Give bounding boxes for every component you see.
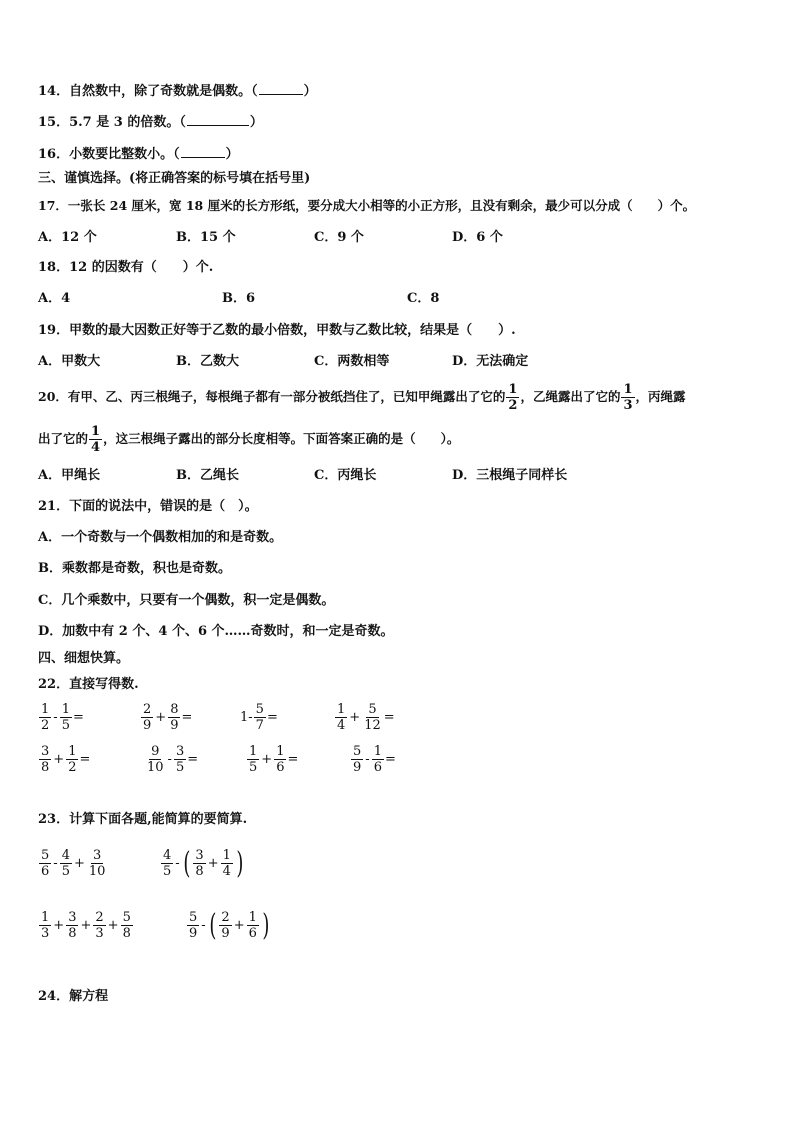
numerator: 1: [373, 744, 382, 759]
numerator: 1: [623, 381, 633, 397]
option-b[interactable]: B．乙绳长: [176, 468, 239, 483]
question-17: 17．一张长 24 厘米，宽 18 厘米的长方形纸，要分成大小相等的小正方形，且没有剩余，最少可以分成（ ）个。: [38, 198, 696, 213]
calc-item: $\frac{5}{9}$ - $\frac{1}{6}$ =: [353, 744, 396, 775]
numerator: 9: [151, 744, 160, 759]
operator: -: [365, 752, 370, 767]
numerator: 3: [41, 744, 50, 759]
operator: +: [207, 856, 219, 871]
denominator: 10: [88, 864, 106, 879]
option-a[interactable]: A．12 个: [38, 230, 97, 245]
calc-expression: [38, 848, 108, 879]
numerator: 1: [337, 702, 346, 717]
question-20-line1: [38, 380, 686, 414]
denominator: 3: [95, 926, 104, 941]
option-c[interactable]: C．两数相等: [314, 354, 390, 369]
operator: -: [175, 856, 180, 871]
denominator: 3: [623, 397, 633, 413]
denominator: 10: [147, 760, 164, 775]
calc-expression: [186, 907, 272, 943]
question-number: 14．: [38, 84, 70, 99]
section-heading-4: 四、细想快算。: [38, 651, 130, 666]
answer-blank[interactable]: [181, 145, 225, 158]
question-23: 23．计算下面各题,能简算的要简算.: [38, 812, 248, 827]
answer-blank[interactable]: [187, 113, 249, 126]
fraction: [168, 702, 180, 733]
numerator: 1: [41, 910, 50, 925]
denominator: 4: [91, 439, 101, 455]
question-text: 20．有甲、乙、丙三根绳子，每根绳子都有一部分被纸挡住了，已知甲绳露出了它的: [38, 389, 506, 404]
option-d[interactable]: D．加数中有 2 个、4 个、6 个……奇数时，和一定是奇数。: [38, 624, 394, 639]
fraction: [506, 382, 519, 413]
operator: +: [80, 918, 92, 933]
operator: -: [201, 918, 206, 933]
question-text: ，这三根绳子露出的部分长度相等。下面答案正确的是（ ）。: [103, 431, 460, 446]
option-d[interactable]: D．无法确定: [452, 354, 529, 369]
fraction: [89, 424, 102, 455]
paren-close: ）: [225, 147, 239, 162]
numerator: 1: [222, 848, 231, 863]
denominator: 5: [61, 864, 70, 879]
operator: +: [349, 710, 361, 725]
calc-item: $\frac{1}{2}$ - $\frac{1}{5}$ =: [41, 702, 84, 733]
denominator: 9: [221, 926, 230, 941]
question-19: 19．甲数的最大因数正好等于乙数的最小倍数，甲数与乙数比较，结果是（ ）.: [38, 323, 516, 338]
question-text: ，丙绳露: [635, 389, 686, 404]
numerator: 1: [248, 910, 257, 925]
denominator: 2: [68, 760, 77, 775]
question-text: 出了它的: [38, 431, 89, 446]
question-text: ，乙绳露出了它的: [520, 389, 621, 404]
numerator: 2: [95, 910, 104, 925]
denominator: 2: [508, 397, 518, 413]
option-c[interactable]: C．8: [407, 291, 440, 306]
numerator: 5: [368, 702, 377, 717]
denominator: 6: [276, 760, 285, 775]
fraction: [335, 702, 347, 733]
question-21: 21．下面的说法中，错误的是（ ）。: [38, 499, 258, 514]
question-18: 18．12 的因数有（ ）个.: [38, 260, 214, 275]
question-14: [38, 82, 317, 101]
calc-item: $\frac{1}{4}$ + $\frac{5}{12}$ =: [337, 702, 395, 733]
fraction: [60, 848, 72, 879]
fraction: [87, 848, 108, 879]
question-20-line2: [38, 422, 459, 456]
numerator: 1: [508, 381, 518, 397]
option-a[interactable]: A．甲绳长: [38, 468, 101, 483]
denominator: 2: [41, 718, 50, 733]
numerator: 3: [195, 848, 204, 863]
denominator: 5: [163, 864, 172, 879]
operator: +: [155, 710, 167, 725]
denominator: 8: [41, 760, 50, 775]
numerator: 5: [122, 910, 131, 925]
calc-expression: [160, 845, 246, 881]
question-24: 24．解方程: [38, 989, 109, 1004]
numerator: 3: [68, 910, 77, 925]
denominator: 3: [41, 926, 50, 941]
parenthesis: (: [209, 907, 217, 943]
option-a[interactable]: A．甲数大: [38, 354, 101, 369]
fraction: [193, 848, 205, 879]
calc-item: $\frac{3}{8}$ + $\frac{1}{2}$ =: [41, 744, 91, 775]
question-text: 小数要比整数小。（: [69, 147, 180, 162]
fraction: [221, 848, 233, 879]
option-c[interactable]: C．丙绳长: [314, 468, 377, 483]
fraction: [145, 744, 166, 775]
fraction: [39, 910, 51, 941]
fraction: [39, 848, 51, 879]
denominator: 8: [122, 926, 131, 941]
fraction: [121, 910, 133, 941]
paren-close: ）: [249, 115, 263, 130]
numerator: 1: [41, 702, 50, 717]
numerator: 1: [249, 744, 258, 759]
option-d[interactable]: D．三根绳子同样长: [452, 468, 568, 483]
fraction: [362, 702, 383, 733]
numerator: 5: [353, 744, 362, 759]
fraction: [187, 910, 199, 941]
paren-close: ）: [303, 84, 317, 99]
calc-item: $\frac{1}{5}$ + $\frac{1}{6}$ =: [249, 744, 299, 775]
denominator: 5: [175, 760, 185, 775]
fraction: [39, 702, 51, 733]
fraction: [219, 910, 231, 941]
operator: -: [53, 710, 58, 725]
option-b[interactable]: B．6: [222, 291, 256, 306]
numerator: 3: [175, 744, 185, 759]
denominator: 6: [248, 926, 257, 941]
operator: -: [167, 752, 172, 767]
fraction: [60, 702, 72, 733]
question-16: [38, 145, 239, 164]
numerator: 4: [61, 848, 70, 863]
question-text: 5.7 是 3 的倍数。（: [69, 115, 186, 130]
numerator: 8: [170, 702, 179, 717]
question-text: 自然数中，除了奇数就是偶数。（: [69, 84, 258, 99]
parenthesis: ): [236, 845, 244, 881]
parenthesis: ): [262, 907, 270, 943]
calc-expression: [38, 910, 134, 941]
numerator: 5: [41, 848, 50, 863]
numerator: 3: [93, 848, 102, 863]
numerator: 5: [189, 910, 198, 925]
operator: +: [107, 918, 119, 933]
fraction: [372, 744, 384, 775]
operator: +: [73, 856, 85, 871]
calc-item: $\frac{2}{9}$ + $\frac{8}{9}$ =: [143, 702, 193, 733]
denominator: 9: [353, 760, 362, 775]
denominator: 9: [170, 718, 179, 733]
parenthesis: (: [183, 845, 191, 881]
operator: +: [233, 918, 245, 933]
option-a[interactable]: A．一个奇数与一个偶数相加的和是奇数。: [38, 530, 283, 545]
denominator: 12: [364, 718, 381, 733]
operator: +: [53, 752, 65, 767]
answer-blank[interactable]: [259, 82, 303, 95]
fraction: [351, 744, 363, 775]
operator: +: [261, 752, 273, 767]
option-c[interactable]: C．9 个: [314, 230, 364, 245]
denominator: 6: [373, 760, 382, 775]
numerator: 4: [163, 848, 172, 863]
question-number: 15．: [38, 115, 70, 130]
denominator: 8: [68, 926, 77, 941]
denominator: 7: [255, 718, 264, 733]
fraction: [141, 702, 153, 733]
fraction: [39, 744, 51, 775]
fraction: [66, 910, 78, 941]
numerator: 1: [68, 744, 77, 759]
denominator: 9: [143, 718, 152, 733]
numerator: 5: [255, 702, 264, 717]
denominator: 9: [189, 926, 198, 941]
fraction: [66, 744, 78, 775]
denominator: 6: [41, 864, 50, 879]
numerator: 1: [91, 423, 101, 439]
fraction: [174, 744, 186, 775]
fraction: [274, 744, 286, 775]
denominator: 4: [337, 718, 346, 733]
question-15: [38, 113, 263, 132]
denominator: 5: [249, 760, 258, 775]
denominator: 4: [222, 864, 231, 879]
fraction: [161, 848, 173, 879]
calc-item: $\frac{9}{10}$ - $\frac{3}{5}$ =: [147, 744, 199, 775]
operator: +: [53, 918, 65, 933]
denominator: 8: [195, 864, 204, 879]
option-c[interactable]: C．几个乘数中，只要有一个偶数，积一定是偶数。: [38, 593, 335, 608]
numerator: 2: [143, 702, 152, 717]
fraction: [254, 702, 266, 733]
option-d[interactable]: D．6 个: [452, 230, 503, 245]
numerator: 2: [221, 910, 230, 925]
option-b[interactable]: B．乙数大: [176, 354, 239, 369]
fraction: [247, 744, 259, 775]
option-b[interactable]: B．乘数都是奇数，积也是奇数。: [38, 561, 231, 576]
numerator: 1: [61, 702, 70, 717]
denominator: 5: [61, 718, 70, 733]
option-b[interactable]: B．15 个: [176, 230, 236, 245]
question-22: 22．直接写得数.: [38, 677, 139, 692]
fraction: [621, 382, 634, 413]
section-heading-3: 三、谨慎选择。(将正确答案的标号填在括号里): [38, 171, 311, 186]
option-a[interactable]: A．4: [38, 291, 71, 306]
fraction: [93, 910, 105, 941]
question-number: 16．: [38, 147, 70, 162]
calc-item: 1- $\frac{5}{7}$ =: [240, 702, 278, 733]
fraction: [247, 910, 259, 941]
operator: -: [53, 856, 58, 871]
numerator: 1: [276, 744, 285, 759]
